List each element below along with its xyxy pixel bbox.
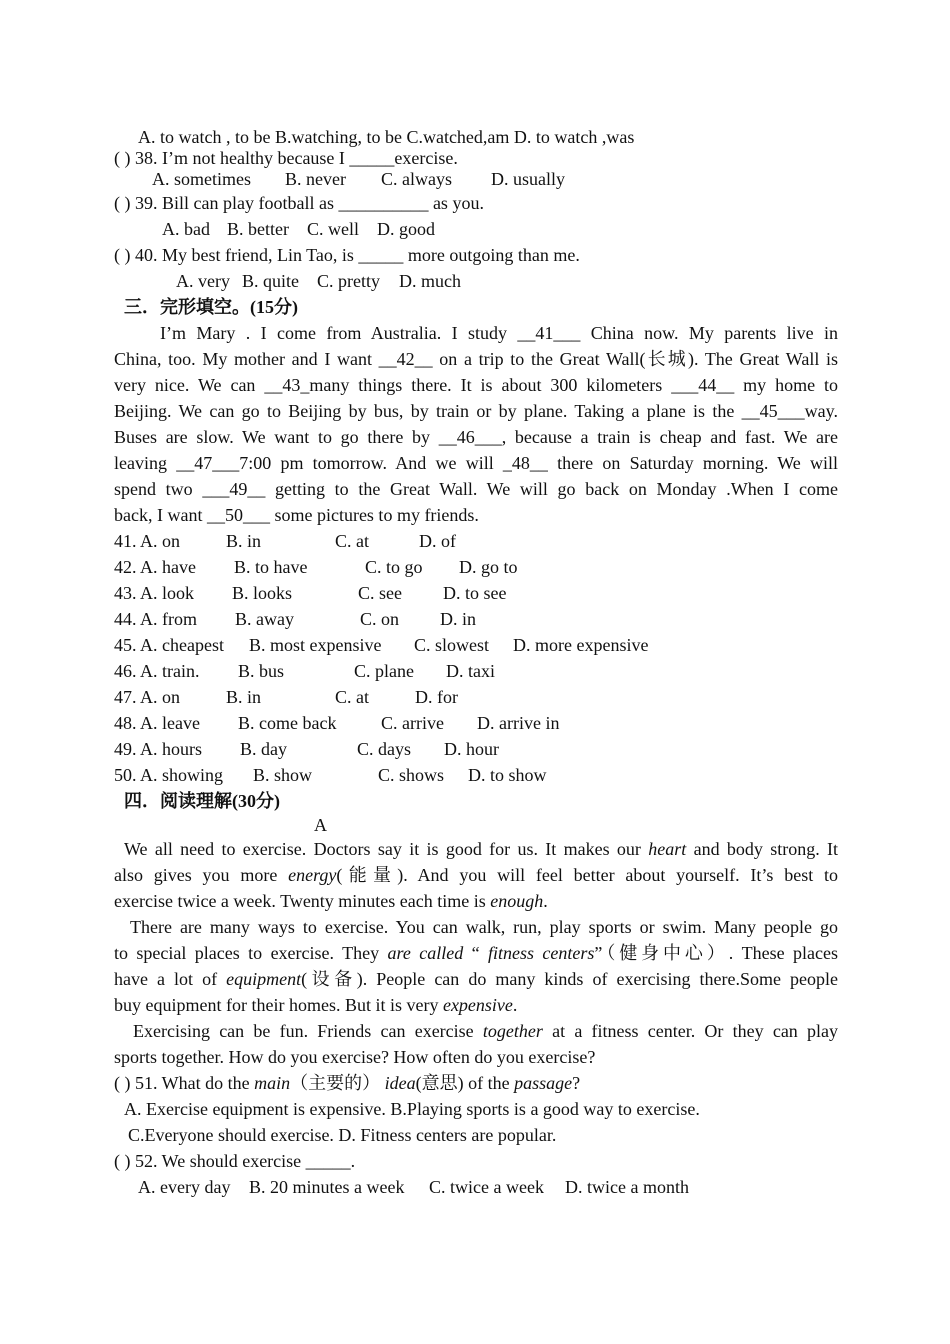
option-d: D. arrive in: [477, 713, 560, 733]
q51-question: ( ) 51. What do the main（主要的） idea(意思) of the passage?: [114, 1073, 581, 1093]
cloze-line-3: very nice. We can __43_many things there. It is about 300 kilometers ___44__ my home to: [114, 375, 838, 395]
cloze-option-47: [114, 686, 838, 708]
option-a: 45. A. cheapest: [114, 635, 224, 655]
p3-line-2: sports together. How do you exercise? How often do you exercise?: [114, 1047, 596, 1067]
cloze-option-49: [114, 738, 838, 760]
cloze-option-43: [114, 582, 838, 604]
option-a: 48. A. leave: [114, 713, 200, 733]
option-a: A. bad: [162, 219, 210, 239]
option-c: C. plane: [354, 661, 414, 681]
option-c: C. well: [307, 219, 359, 239]
option-a: 42. A. have: [114, 557, 196, 577]
section4-title: 四．阅读理解(30分): [124, 791, 280, 811]
option-c: C. slowest: [414, 635, 490, 655]
option-a: 50. A. showing: [114, 765, 224, 785]
option-a: 47. A. on: [114, 687, 181, 707]
q40-options: [176, 270, 900, 292]
option-b: B. day: [240, 739, 287, 759]
p1-line-2: also gives you more energy(能量). And you will feel better about yourself. It’s best to: [114, 865, 838, 885]
option-b: B. in: [226, 531, 262, 551]
option-c: C. at: [335, 531, 369, 551]
option-b: B. away: [235, 609, 294, 629]
q37-options: A. to watch , to be B.watching, to be C.watched,am D. to watch ,was: [138, 127, 635, 147]
cloze-option-44: [114, 608, 838, 630]
section3-title: 三．完形填空。(15分): [124, 297, 298, 317]
option-b: B. better: [227, 219, 289, 239]
option-d: D. in: [440, 609, 476, 629]
option-a: 49. A. hours: [114, 739, 203, 759]
q39-options: [162, 218, 886, 240]
cloze-line-7: spend two ___49__ getting to the Great Wall. We will go back on Monday .When I come: [114, 479, 838, 499]
option-b: B. come back: [238, 713, 337, 733]
option-a: 43. A. look: [114, 583, 195, 603]
option-d: D. twice a month: [565, 1177, 689, 1197]
cloze-line-6: leaving __47___7:00 pm tomorrow. And we will _48__ there on Saturday morning. We will: [114, 453, 838, 473]
q39-question: ( ) 39. Bill can play football as __________ as you.: [114, 193, 484, 213]
option-c: C. at: [335, 687, 369, 707]
cloze-option-45: [114, 634, 838, 656]
option-b: B. bus: [238, 661, 285, 681]
cloze-option-48: [114, 712, 838, 734]
option-b: B. to have: [234, 557, 308, 577]
option-c: C. pretty: [317, 271, 380, 291]
p1-line-1: We all need to exercise. Doctors say it is good for us. It makes our heart and body strong. It: [124, 839, 839, 859]
option-c: C. always: [381, 169, 452, 189]
q51-options-row-1: A. Exercise equipment is expensive. B.Playing sports is a good way to exercise.: [124, 1099, 700, 1119]
p1-line-3: exercise twice a week. Twenty minutes each time is enough.: [114, 891, 548, 911]
option-d: D. taxi: [446, 661, 495, 681]
option-d: D. good: [377, 219, 435, 239]
option-d: D. go to: [459, 557, 518, 577]
option-a: 44. A. from: [114, 609, 197, 629]
option-b: B. show: [253, 765, 313, 785]
option-a: A. sometimes: [152, 169, 251, 189]
option-c: C. shows: [378, 765, 445, 785]
cloze-option-50: [114, 764, 838, 786]
q38-question: ( ) 38. I’m not healthy because I _____exercise.: [114, 148, 458, 168]
option-a: 46. A. train.: [114, 661, 200, 681]
cloze-line-4: Beijing. We can go to Beijing by bus, by train or by plane. Taking a plane is the __45___way.: [114, 401, 838, 421]
option-a: 41. A. on: [114, 531, 181, 551]
p3-line-1: Exercising can be fun. Friends can exercise together at a fitness center. Or they can play: [133, 1021, 839, 1041]
cloze-line-5: Buses are slow. We want to go there by __46___, because a train is cheap and fast. We are: [114, 427, 838, 447]
option-d: D. for: [415, 687, 458, 707]
option-c: C. twice a week: [429, 1177, 544, 1197]
option-a: A. every day: [138, 1177, 231, 1197]
q38-options: [152, 168, 876, 190]
option-b: B. never: [285, 169, 346, 189]
option-c: C. see: [358, 583, 402, 603]
cloze-option-46: [114, 660, 838, 682]
option-d: D. to see: [443, 583, 507, 603]
option-d: D. hour: [444, 739, 499, 759]
passage-label: A: [314, 815, 327, 835]
cloze-line-1: I’m Mary . I come from Australia. I study __41___ China now. My parents live in: [160, 323, 838, 343]
option-c: C. on: [360, 609, 400, 629]
option-c: C. to go: [365, 557, 423, 577]
cloze-option-41: [114, 530, 838, 552]
option-b: B. looks: [232, 583, 293, 603]
q51-options-row-2: C.Everyone should exercise. D. Fitness centers are popular.: [128, 1125, 557, 1145]
p2-line-4: buy equipment for their homes. But it is very expensive.: [114, 995, 518, 1015]
q52-question: ( ) 52. We should exercise _____.: [114, 1151, 356, 1171]
option-d: D. more expensive: [513, 635, 649, 655]
cloze-line-8: back, I want __50___ some pictures to my friends.: [114, 505, 479, 525]
option-b: B. most expensive: [249, 635, 382, 655]
option-c: C. arrive: [381, 713, 444, 733]
option-b: B. 20 minutes a week: [249, 1177, 405, 1197]
p2-line-1: There are many ways to exercise. You can walk, run, play sports or swim. Many people go: [130, 917, 838, 937]
option-d: D. of: [419, 531, 456, 551]
q52-options: [138, 1176, 862, 1198]
option-b: B. quite: [242, 271, 299, 291]
q40-question: ( ) 40. My best friend, Lin Tao, is _____ more outgoing than me.: [114, 245, 580, 265]
option-a: A. very: [176, 271, 230, 291]
cloze-option-42: [114, 556, 838, 578]
option-b: B. in: [226, 687, 262, 707]
p2-line-2: to special places to exercise. They are called “ fitness centers”（健身中心）. These places: [114, 943, 838, 963]
option-d: D. much: [399, 271, 461, 291]
option-c: C. days: [357, 739, 411, 759]
option-d: D. to show: [468, 765, 547, 785]
p2-line-3: have a lot of equipment(设备). People can do many kinds of exercising there.Some people: [114, 969, 838, 989]
option-d: D. usually: [491, 169, 565, 189]
cloze-line-2: China, too. My mother and I want __42__ on a trip to the Great Wall(长城). The Great Wall is: [114, 349, 838, 369]
